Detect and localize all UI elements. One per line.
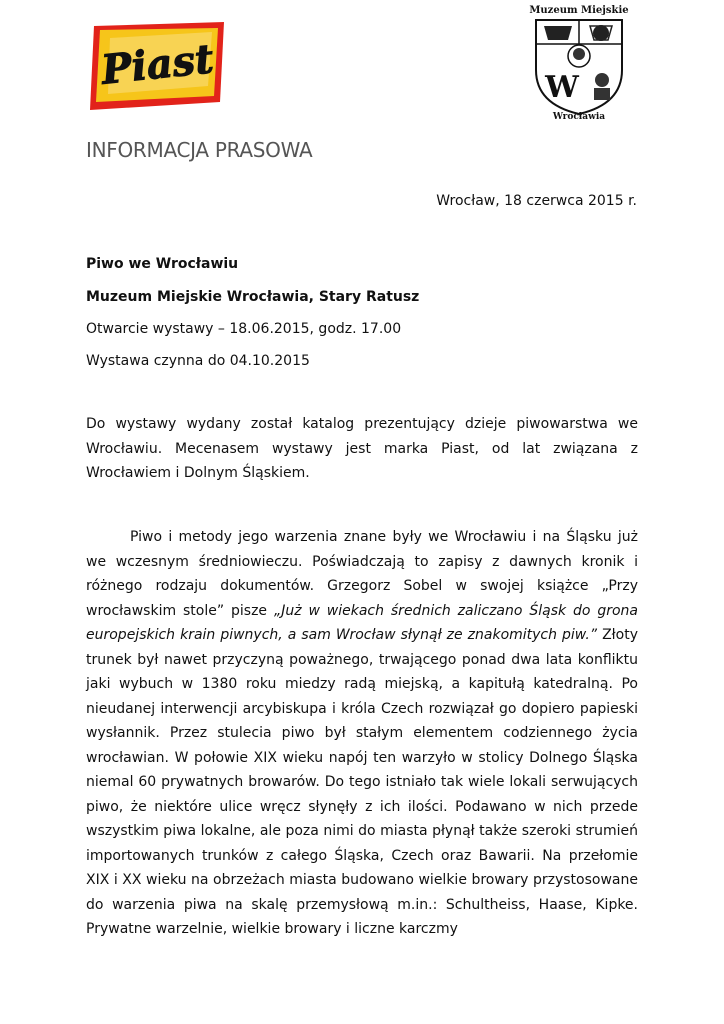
svg-text:W: W: [545, 70, 579, 105]
document-date: Wrocław, 18 czerwca 2015 r.: [436, 193, 637, 209]
body-text-part2: Złoty trunek był nawet przyczyną poważnego, trwającego ponad dwa lata konfliktu jaki wybuch w 1380 roku miedzy radą miejską, a kapitułą katedralną. Po nieudanej interwencji arcybiskupa i króla Czech rozwiązał go dopiero papieski wysłannik. Przez stulecia piwo był stałym elementem codziennego życia wrocławian. W połowie XIX wieku napój ten warzyło w stolicy Dolnego Śląska niemal 60 prywatnych browarów. Do tego istniało tak wiele lokali serwujących piwo, że niektóre ulice wręcz słynęły z ich ilości. Podawano w nich przede wszystkim piwa lokalne, ale poza nimi do miasta płynął także szeroki strumień importowanych trunków z całego Śląska, Czech oraz Bawarii. Na przełomie XIX i XX wieku na obrzeżach miasta budowano wielkie browary przystosowane do warzenia piwa na skalę przemysłową m.in.: Schultheiss, Haase, Kipke. Prywatne warzelnie, wielkie browary i liczne karczmy: [86, 627, 638, 937]
body-paragraph: [86, 525, 638, 942]
museum-logo-bottom-text: Wrocławia: [552, 112, 606, 120]
exhibition-opening: Otwarcie wystawy – 18.06.2015, godz. 17.00: [86, 321, 402, 337]
piast-logo: [86, 20, 226, 112]
intro-paragraph: Do wystawy wydany został katalog prezentujący dzieje piwowarstwa we Wrocławiu. Mecenasem wystawy jest marka Piast, od lat związana z Wrocławiem i Dolnym Śląskiem.: [86, 416, 638, 481]
exhibition-venue: Muzeum Miejskie Wrocławia, Stary Ratusz: [86, 289, 420, 305]
press-release-heading: INFORMACJA PRASOWA: [86, 138, 313, 162]
body-text-part1: Piwo i metody jego warzenia znane były we Wrocławiu i na Śląsku już we wczesnym średniowieczu. Poświadczają to zapisy z dawnych kronik i różnego rodzaju dokumentów. Grzegorz Sobel w swojej książce „Przy wrocławskim stole” pisze: [86, 529, 638, 619]
exhibition-open-until: Wystawa czynna do 04.10.2015: [86, 353, 310, 369]
piast-logo-text: Piast: [99, 35, 216, 94]
museum-logo: [524, 2, 634, 120]
museum-logo-top-text: Muzeum Miejskie: [529, 5, 629, 16]
body-quote: „Już w wiekach średnich zaliczano Śląsk do grona europejskich krain piwnych, a sam Wrocław słynął ze znakomitych piw.”: [86, 602, 639, 643]
exhibition-title: Piwo we Wrocławiu: [86, 256, 239, 272]
